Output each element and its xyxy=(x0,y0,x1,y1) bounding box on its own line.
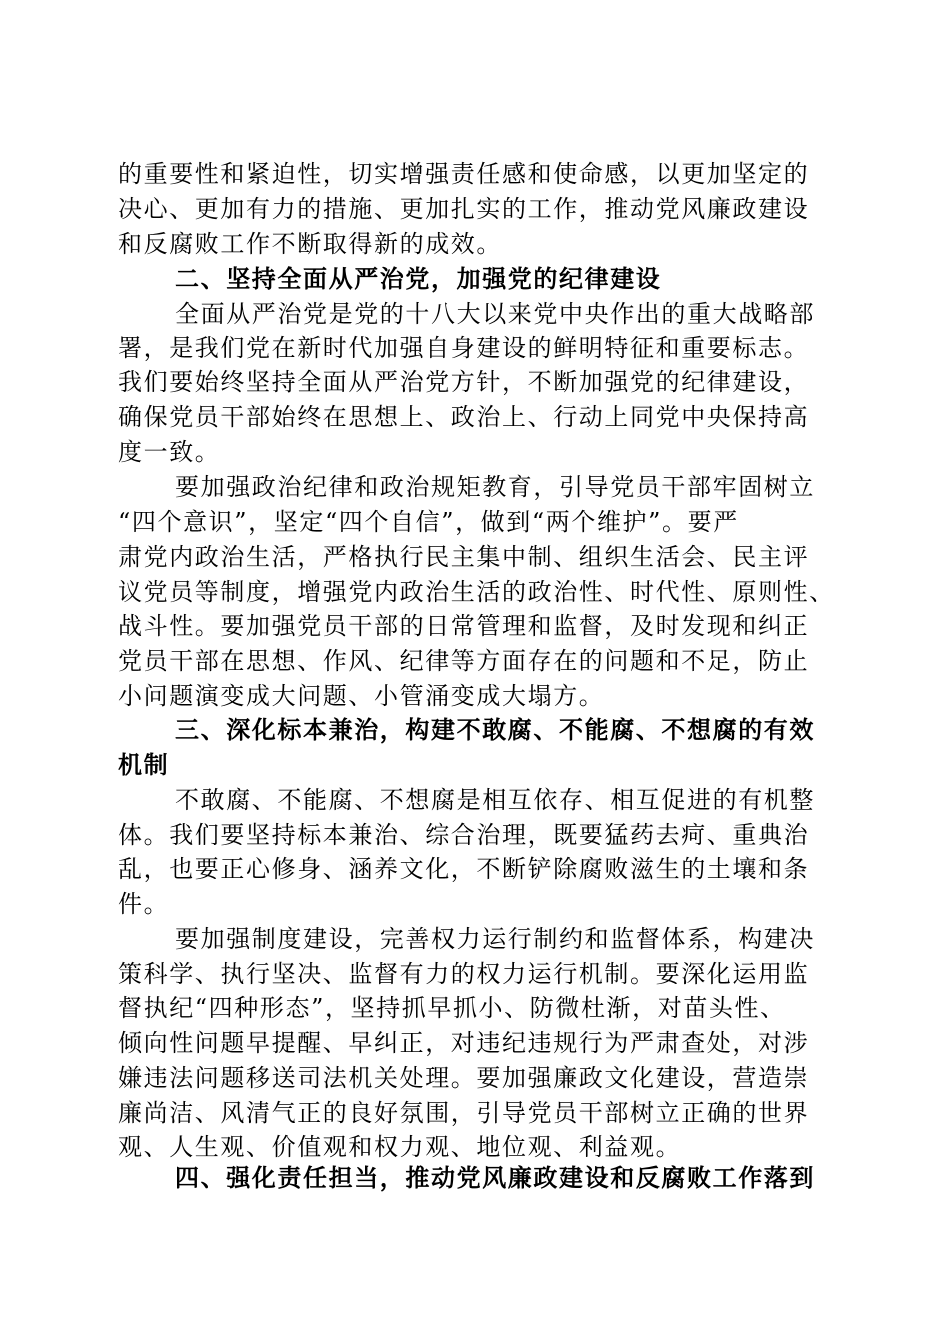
section-heading-continued: 机制 xyxy=(118,751,170,779)
paragraph-line: 的重要性和紧迫性，切实增强责任感和使命感，以更加坚定的 xyxy=(118,160,810,188)
paragraph-line: 倾向性问题早提醒、早纠正，对违纪违规行为严肃查处，对涉 xyxy=(118,1029,810,1057)
paragraph-line: 肃党内政治生活，严格执行民主集中制、组织生活会、民主评 xyxy=(118,543,810,571)
paragraph-line: 要加强制度建设，完善权力运行制约和监督体系，构建决 xyxy=(175,925,815,953)
paragraph-line: 要加强政治纪律和政治规矩教育，引导党员干部牢固树立 xyxy=(175,473,815,501)
paragraph-line: 策科学、执行坚决、监督有力的权力运行机制。要深化运用监 xyxy=(118,960,810,988)
paragraph-line: 嫌违法问题移送司法机关处理。要加强廉政文化建设，营造崇 xyxy=(118,1064,810,1092)
paragraph-line: 党员干部在思想、作风、纪律等方面存在的问题和不足，防止 xyxy=(118,647,810,675)
paragraph-line: 廉尚洁、风清气正的良好氛围，引导党员干部树立正确的世界 xyxy=(118,1099,810,1127)
paragraph-line: 议党员等制度，增强党内政治生活的政治性、时代性、原则性、 xyxy=(118,578,835,606)
paragraph-line: 决心、更加有力的措施、更加扎实的工作，推动党风廉政建设 xyxy=(118,195,810,223)
paragraph-line: 全面从严治党是党的十八大以来党中央作出的重大战略部 xyxy=(175,300,815,328)
section-heading: 二、坚持全面从严治党，加强党的纪律建设 xyxy=(175,265,662,293)
section-heading: 三、深化标本兼治，构建不敢腐、不能腐、不想腐的有效 xyxy=(175,716,815,744)
paragraph-line: 署，是我们党在新时代加强自身建设的鲜明特征和重要标志。 xyxy=(118,334,810,362)
section-heading: 四、强化责任担当，推动党风廉政建设和反腐败工作落到 xyxy=(175,1164,815,1192)
paragraph-line: 件。 xyxy=(118,890,170,918)
paragraph-line: 战斗性。要加强党员干部的日常管理和监督，及时发现和纠正 xyxy=(118,612,810,640)
paragraph-line: 度一致。 xyxy=(118,438,221,466)
paragraph-line: 小问题演变成大问题、小管涌变成大塌方。 xyxy=(118,682,605,710)
paragraph-line: 和反腐败工作不断取得新的成效。 xyxy=(118,230,502,258)
paragraph-line: 不敢腐、不能腐、不想腐是相互依存、相互促进的有机整 xyxy=(175,786,815,814)
paragraph-line: 观、人生观、价值观和权力观、地位观、利益观。 xyxy=(118,1133,682,1161)
paragraph-line: 体。我们要坚持标本兼治、综合治理，既要猛药去疴、重典治 xyxy=(118,821,810,849)
paragraph-line: 确保党员干部始终在思想上、政治上、行动上同党中央保持高 xyxy=(118,403,810,431)
paragraph-line: 我们要始终坚持全面从严治党方针，不断加强党的纪律建设， xyxy=(118,368,810,396)
paragraph-line: “四个意识”，坚定“四个自信”，做到“两个维护”。要严 xyxy=(118,508,739,536)
paragraph-line: 乱，也要正心修身、涵养文化，不断铲除腐败滋生的土壤和条 xyxy=(118,855,810,883)
paragraph-line: 督执纪“四种形态”，坚持抓早抓小、防微杜渐，对苗头性、 xyxy=(118,994,786,1022)
